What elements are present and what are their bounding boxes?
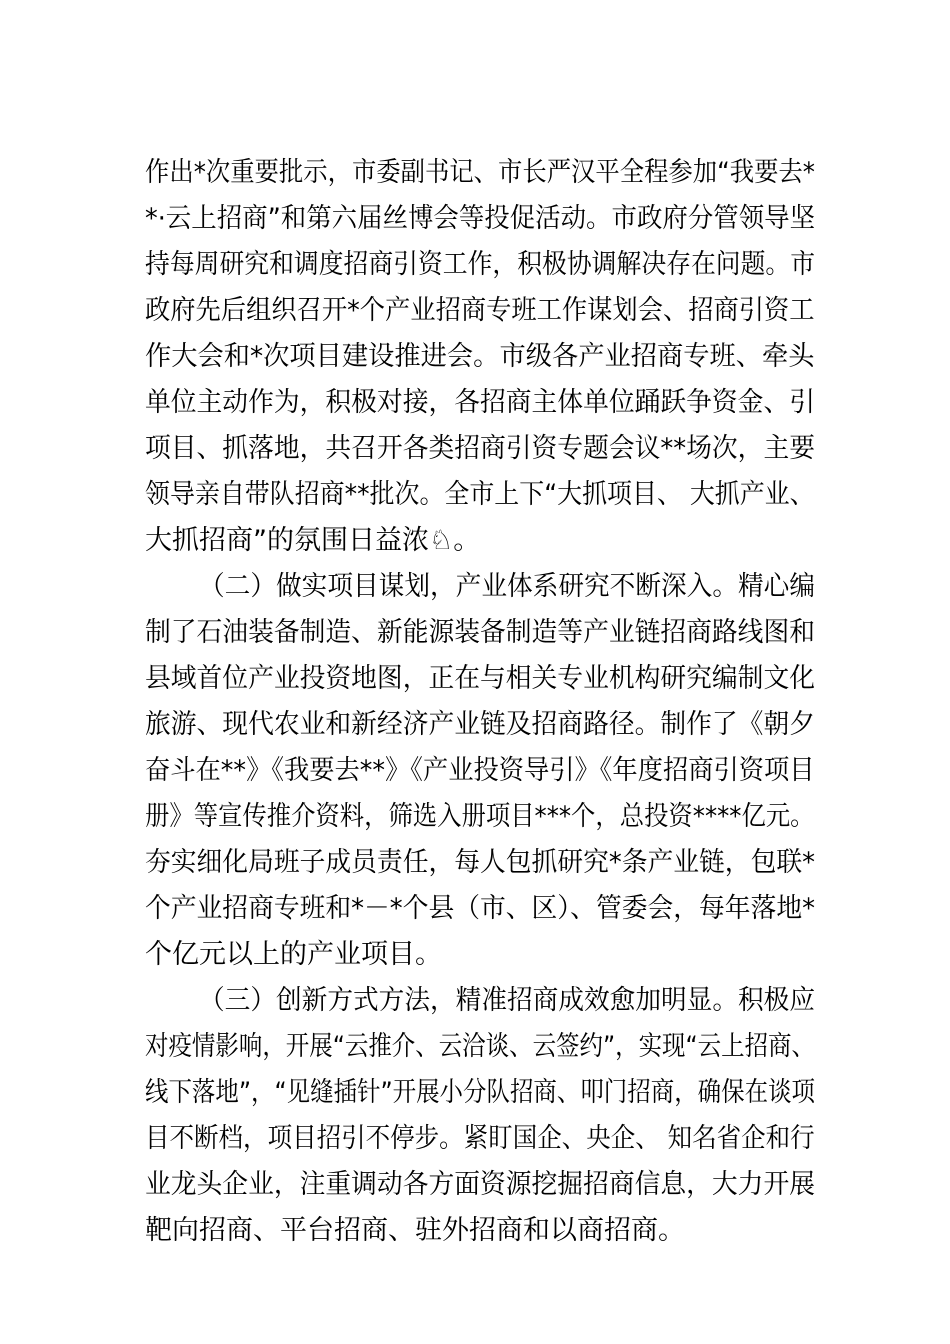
text-line: 对疫情影响，开展“云推介、云洽谈、云签约”，实现“云上招商、 (145, 1031, 815, 1062)
text-line: 业龙头企业，注重调动各方面资源挖掘招商信息，大力开展 (145, 1169, 815, 1200)
text-line: 领导亲自带队招商**批次。全市上下“大抓项目、 大抓产业、 (145, 479, 815, 510)
text-line: 政府先后组织召开*个产业招商专班工作谋划会、招商引资工 (145, 295, 815, 326)
text-line: 个产业招商专班和*－*个县（市、区）、管委会，每年落地* (145, 893, 815, 924)
text-line: 奋斗在**》《我要去**》《产业投资导引》《年度招商引资项目 (145, 755, 815, 786)
text-line: 制了石油装备制造、新能源装备制造等产业链招商路线图和 (145, 617, 815, 648)
text-line: 夯实细化局班子成员责任，每人包抓研究*条产业链，包联* (145, 847, 815, 878)
text-line: 作大会和*次项目建设推进会。市级各产业招商专班、牵头 (145, 341, 815, 372)
text-line: 靶向招商、平台招商、驻外招商和以商招商。 (145, 1215, 685, 1246)
text-line: 目不断档，项目招引不停步。紧盯国企、央企、 知名省企和行 (145, 1123, 815, 1154)
text-line: 县域首位产业投资地图，正在与相关专业机构研究编制文化 (145, 663, 815, 694)
text-line: 作出*次重要批示，市委副书记、市长严汉平全程参加“我要去* (145, 157, 815, 188)
text-line: 线下落地”，“见缝插针”开展小分队招商、叩门招商，确保在谈项 (145, 1077, 815, 1108)
section-heading-line: （三）创新方式方法，精准招商成效愈加明显。积极应 (199, 985, 815, 1016)
text-line: 册》等宣传推介资料，筛选入册项目***个，总投资****亿元。 (145, 801, 815, 832)
text-line: 持每周研究和调度招商引资工作，积极协调解决存在问题。市 (145, 249, 816, 280)
text-line: *·云上招商”和第六届丝博会等投促活动。市政府分管领导坚 (145, 203, 816, 234)
text-line: 大抓招商”的氛围日益浓♘。 (145, 525, 481, 556)
text-line: 项目、抓落地，共召开各类招商引资专题会议**场次，主要 (145, 433, 815, 464)
text-line: 单位主动作为，积极对接，各招商主体单位踊跃争资金、引 (145, 387, 815, 418)
text-line: 个亿元以上的产业项目。 (145, 939, 442, 970)
section-heading-line: （二）做实项目谋划，产业体系研究不断深入。精心编 (199, 571, 815, 602)
text-line: 旅游、现代农业和新经济产业链及招商路径。制作了《朝夕 (145, 709, 815, 740)
